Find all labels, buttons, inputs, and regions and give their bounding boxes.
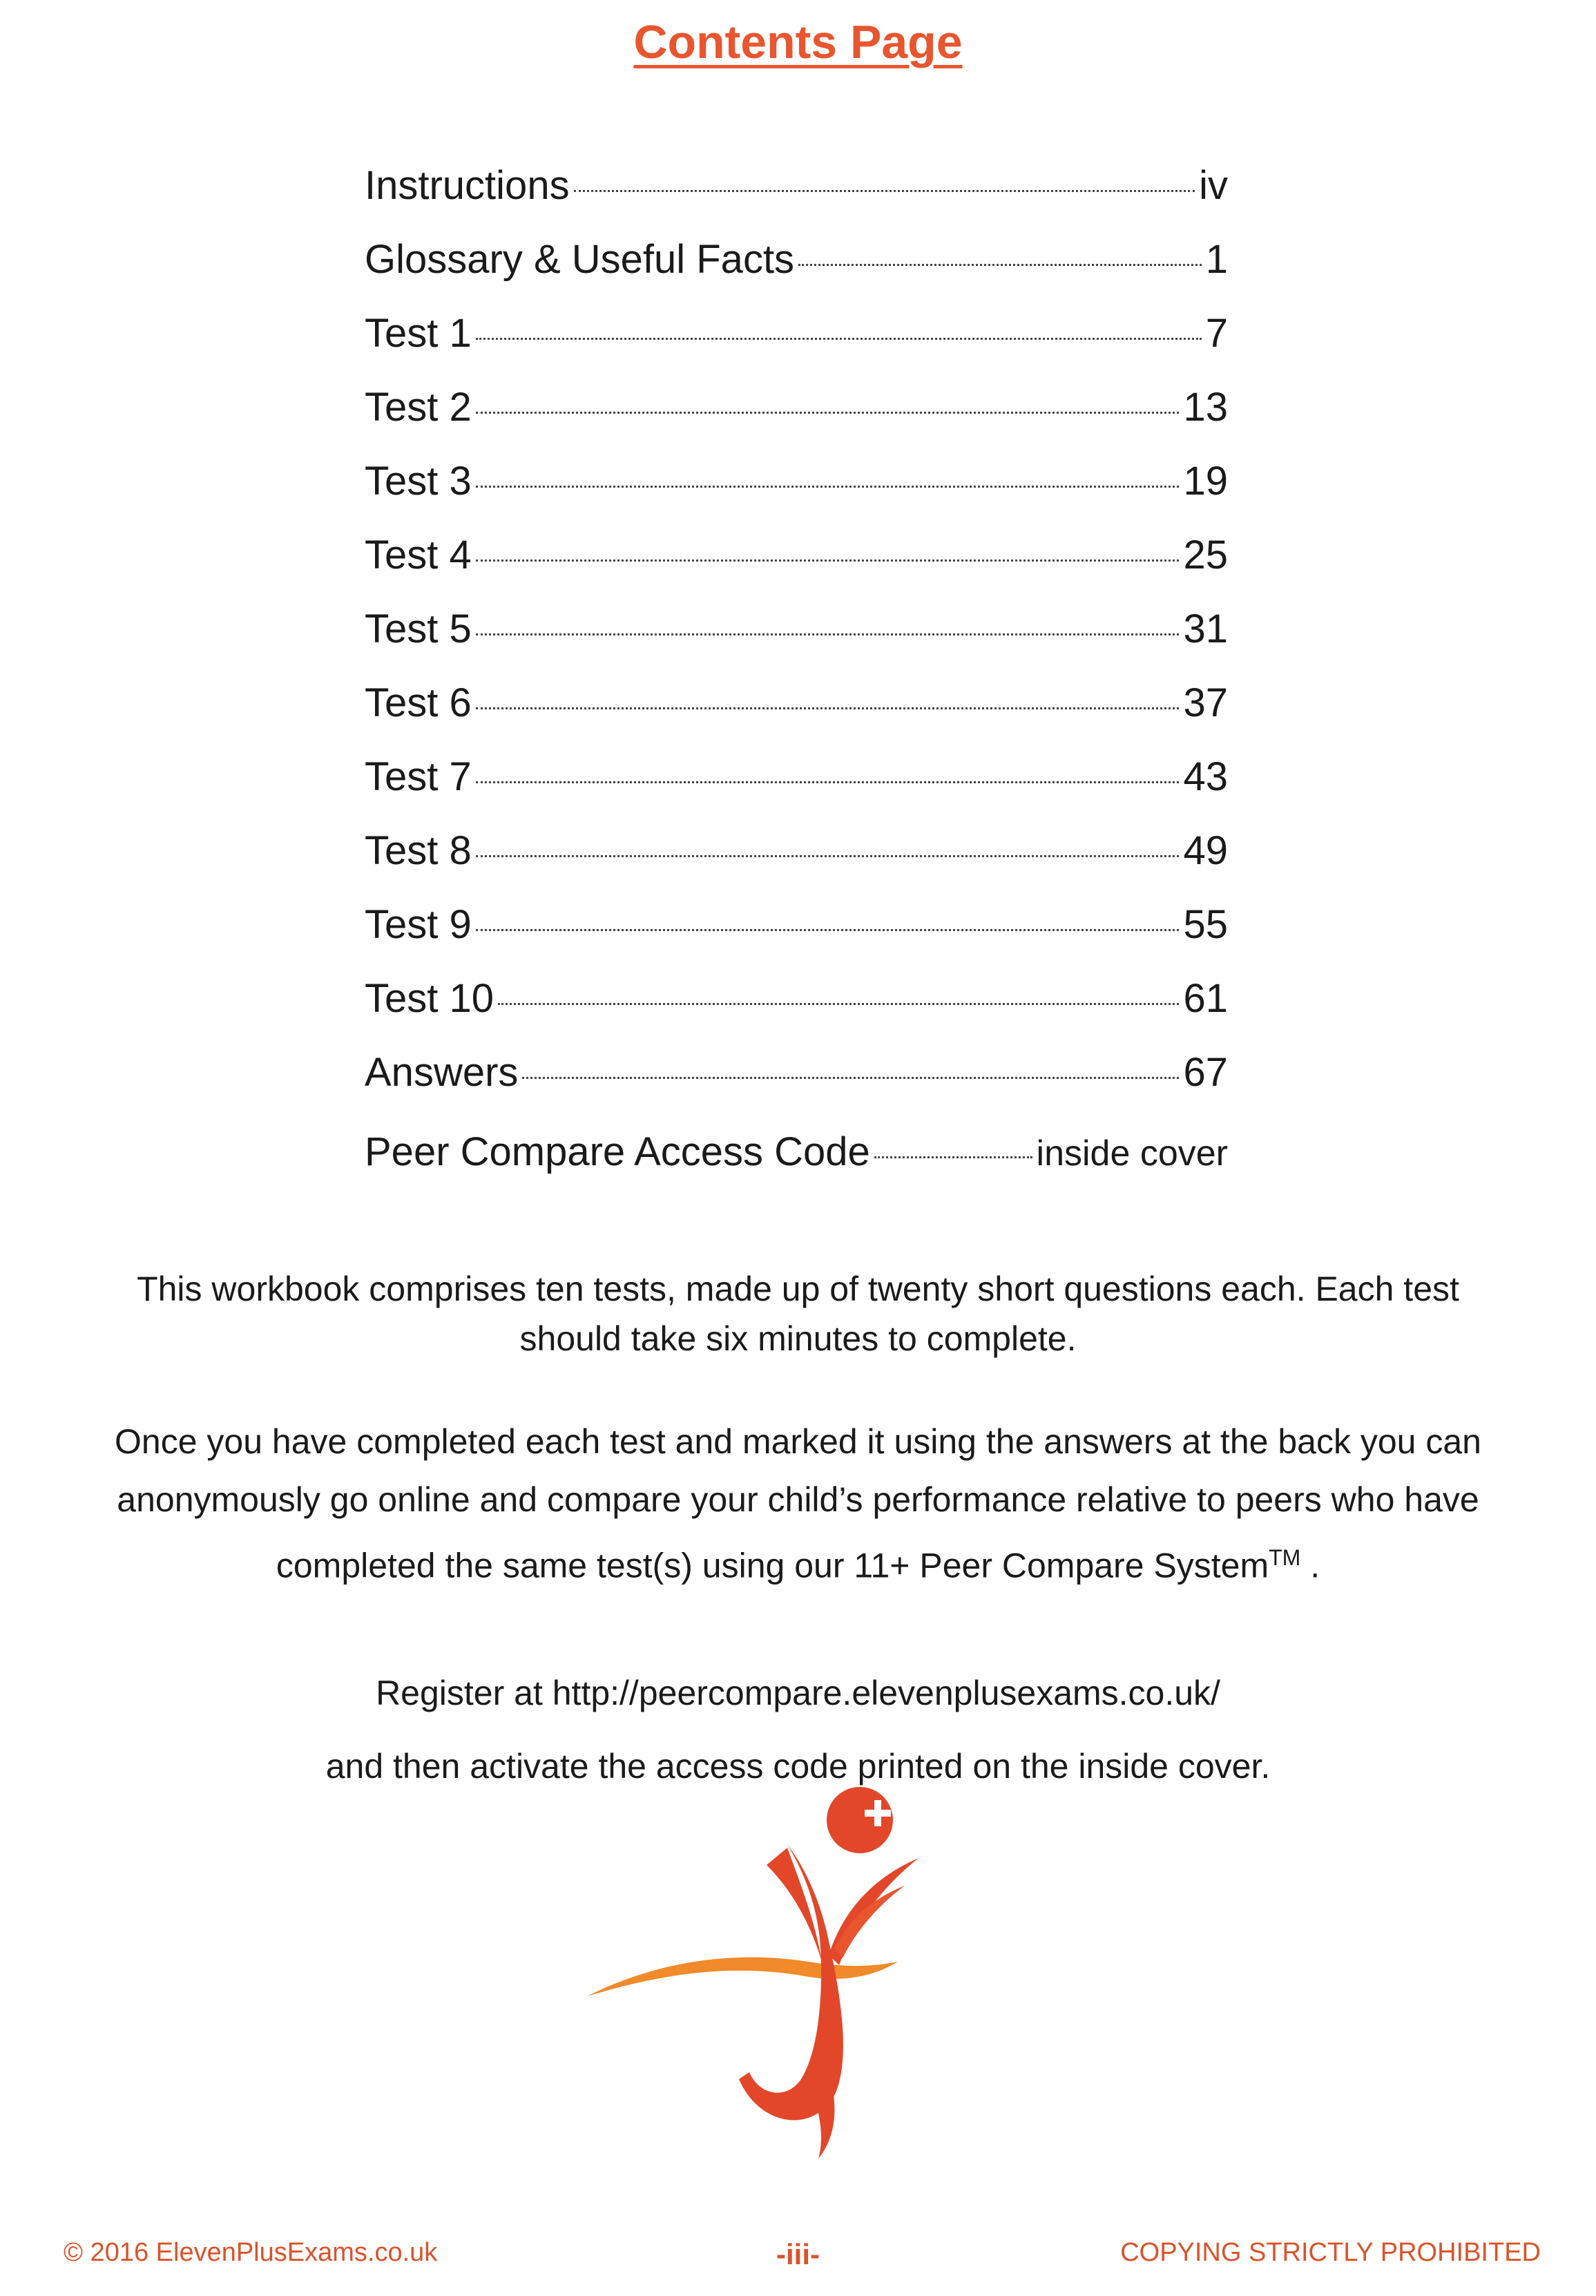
peer-line-2: anonymously go online and compare your child’s performance relative to peers who have — [117, 1480, 1479, 1519]
toc-entry-page: iv — [1199, 163, 1228, 208]
peer-line-3 — [62, 1529, 1534, 1595]
toc-entry — [365, 444, 1228, 518]
toc-entry-label: Test 4 — [365, 533, 472, 577]
table-of-contents — [365, 149, 1228, 1189]
toc-entry-page: 37 — [1183, 680, 1228, 725]
toc-entry-label: Test 10 — [365, 976, 494, 1021]
toc-entry-page: 25 — [1183, 533, 1228, 577]
intro-line-1: This workbook comprises ten tests, made up of twenty short questions each. Each test — [137, 1270, 1459, 1308]
toc-entry-page: 67 — [1183, 1050, 1228, 1095]
register-prefix: Register at — [376, 1674, 543, 1712]
trademark-mark: TM — [1269, 1545, 1301, 1570]
toc-entry — [365, 370, 1228, 444]
logo-orange-swoosh — [587, 1958, 898, 1996]
toc-entry-page: 7 — [1205, 311, 1228, 356]
register-line — [62, 1656, 1534, 1730]
toc-entry-page: 13 — [1183, 385, 1228, 430]
toc-leader-dots — [476, 559, 1180, 562]
toc-leader-dots — [476, 707, 1180, 709]
footer-copying-notice: COPYING STRICTLY PROHIBITED — [1120, 2238, 1541, 2267]
toc-entry-label: Test 8 — [365, 828, 472, 873]
logo-figure — [587, 1787, 919, 2159]
toc-entry-page: 43 — [1183, 754, 1228, 799]
toc-entry-page: 49 — [1183, 828, 1228, 873]
toc-entry-label: Test 9 — [365, 902, 472, 947]
toc-leader-dots — [574, 190, 1195, 192]
toc-entry — [365, 666, 1228, 740]
peer-compare-paragraph — [62, 1413, 1534, 1595]
toc-leader-dots — [498, 1003, 1179, 1005]
toc-entry-label: Glossary & Useful Facts — [365, 237, 795, 282]
toc-entry — [365, 1115, 1228, 1189]
toc-entry-label: Test 6 — [365, 680, 472, 725]
toc-leader-dots — [476, 855, 1180, 857]
toc-leader-dots — [476, 633, 1180, 635]
peer-line-3-end: . — [1300, 1546, 1320, 1585]
toc-leader-dots — [874, 1156, 1032, 1158]
toc-entry — [365, 296, 1228, 370]
intro-line-2: should take six minutes to complete. — [519, 1319, 1077, 1358]
toc-entry-label: Peer Compare Access Code — [365, 1129, 870, 1174]
logo-red-head — [827, 1787, 893, 1853]
toc-entry-page: inside cover — [1036, 1133, 1228, 1174]
toc-entry-page: 1 — [1205, 237, 1228, 282]
page-title: Contents Page — [633, 16, 963, 68]
intro-paragraph — [62, 1264, 1534, 1364]
toc-entry-page: 31 — [1183, 606, 1228, 651]
toc-leader-dots — [476, 929, 1180, 931]
peer-line-3-text: completed the same test(s) using our 11+ Peer Compare System — [276, 1546, 1269, 1585]
toc-entry — [365, 962, 1228, 1035]
toc-entry-label: Test 3 — [365, 459, 472, 504]
toc-leader-dots — [522, 1077, 1179, 1079]
toc-leader-dots — [476, 412, 1180, 414]
toc-leader-dots — [476, 486, 1180, 488]
toc-entry-label: Instructions — [365, 163, 570, 208]
toc-entry — [365, 1035, 1228, 1109]
toc-leader-dots — [798, 264, 1202, 266]
toc-entry — [365, 740, 1228, 814]
eleven-plus-logo — [580, 1782, 967, 2169]
toc-entry — [365, 222, 1228, 296]
footer-copyright: © 2016 ElevenPlusExams.co.uk — [64, 2238, 438, 2267]
register-line-2: and then activate the access code printed on the inside cover. — [325, 1747, 1271, 1786]
toc-entry-page: 61 — [1183, 976, 1228, 1021]
toc-entry — [365, 814, 1228, 888]
toc-entry — [365, 518, 1228, 592]
footer-page-number: -iii- — [776, 2238, 820, 2270]
toc-entry — [365, 592, 1228, 666]
toc-entry-label: Answers — [365, 1050, 519, 1095]
peer-line-1: Once you have completed each test and marked it using the answers at the back you can — [115, 1422, 1481, 1461]
toc-entry-page: 19 — [1183, 459, 1228, 504]
toc-entry-page: 55 — [1183, 902, 1228, 947]
toc-entry-label: Test 2 — [365, 385, 472, 430]
toc-leader-dots — [476, 781, 1180, 783]
toc-leader-dots — [476, 338, 1202, 340]
toc-entry-label: Test 1 — [365, 311, 472, 356]
toc-entry — [365, 888, 1228, 962]
toc-entry-label: Test 5 — [365, 606, 472, 651]
toc-entry-label: Test 7 — [365, 754, 472, 799]
register-url-link[interactable]: http://peercompare.elevenplusexams.co.uk/ — [552, 1674, 1220, 1712]
register-paragraph — [62, 1656, 1534, 1803]
toc-entry — [365, 149, 1228, 222]
